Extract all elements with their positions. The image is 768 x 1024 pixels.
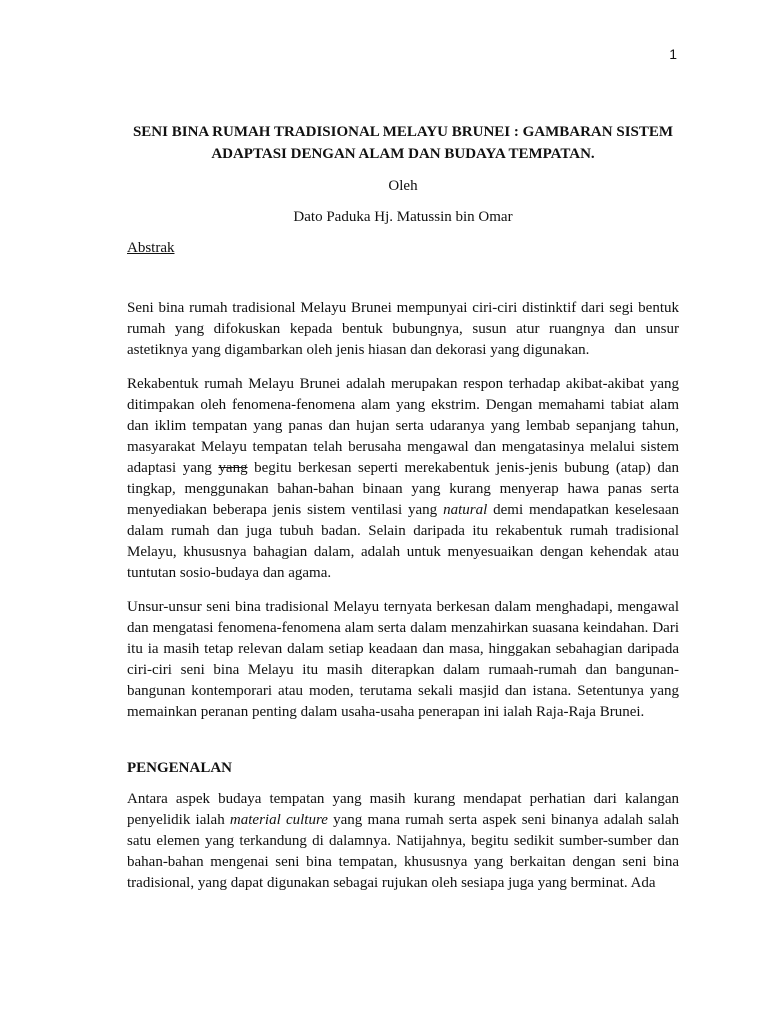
author-name: Dato Paduka Hj. Matussin bin Omar <box>293 209 513 225</box>
page-number: 1 <box>669 46 677 62</box>
document-body <box>127 121 679 894</box>
abstract-heading: Abstrak <box>127 240 175 256</box>
abstract-paragraph-1: Seni bina rumah tradisional Melayu Brunei mempunyai ciri-ciri distinktif dari segi bentuk rumah yang difokuskan kepada bentuk bubungnya, susun atur ruangnya dan unsur astetiknya yang digambarkan oleh jenis hiasan dan dekorasi yang digunakan. <box>127 300 679 358</box>
struck-word: yang <box>218 460 248 476</box>
paragraph-text: begitu berkesan seperti merekabentuk jenis-jenis bubung (atap) dan tingkap, menggunakan bahan-bahan binaan yang kurang menyerap hawa panas serta menyediakan beberapa jenis sistem ventilasi yang <box>127 460 679 518</box>
paragraph-text: yang mana rumah serta aspek seni binanya adalah salah satu elemen yang terkandung di dalamnya. Natijahnya, begitu sedikit sumber-sumber dan bahan-bahan mengenai seni bina tempatan, khususnya yang berkaitan dengan seni bina tradisional, yang dapat digunakan sebagai rujukan oleh sesiapa juga yang berminat. Ada <box>127 812 679 891</box>
italic-term: natural <box>443 502 488 518</box>
paragraph-text: Antara aspek budaya tempatan yang masih kurang mendapat perhatian dari kalangan penyelidik ialah <box>127 791 679 828</box>
section-heading: PENGENALAN <box>127 760 233 776</box>
abstract-paragraph-3: Unsur-unsur seni bina tradisional Melayu ternyata berkesan dalam menghadapi, mengawal dan mengatasi fenomena-fenomena alam serta dalam menzahirkan suasana keindahan. Dari itu ia masih tetap relevan dalam setiap keadaan dan masa, hinggakan sebahagian daripada ciri-ciri seni bina Melayu itu masih diterapkan dalam rumaah-rumah dan bangunan-bangunan kontemporari atau moden, terutama sekali masjid dan istana. Setentunya yang memainkan peranan penting dalam usaha-usaha penerapan ini ialah Raja-Raja Brunei. <box>127 599 679 720</box>
abstract-paragraph-2 <box>127 374 679 584</box>
paragraph-text: demi mendapatkan keselesaan dalam rumah dan juga tubuh badan. Selain daripada itu rekabentuk rumah tradisional Melayu, khususnya bahagian dalam, adalah untuk menyesuaikan dengan kehendak atau tuntutan sosio-budaya dan agama. <box>127 502 679 581</box>
italic-term: material culture <box>229 812 328 828</box>
intro-paragraph <box>127 789 679 894</box>
paragraph-text: Rekabentuk rumah Melayu Brunei adalah merupakan respon terhadap akibat-akibat yang ditimpakan oleh fenomena-fenomena alam yang ekstrim. Dengan memahami tabiat alam dan iklim tempatan yang panas dan hujan serta udaranya yang lembab sepanjang tahun, masyarakat Melayu tempatan telah berusaha mengawal dan mengatasinya melalui sistem adaptasi yang <box>127 376 679 476</box>
document-title: SENI BINA RUMAH TRADISIONAL MELAYU BRUNEI : GAMBARAN SISTEM ADAPTASI DENGAN ALAM DAN BUDAYA TEMPATAN. <box>132 124 674 162</box>
by-label: Oleh <box>388 178 418 194</box>
